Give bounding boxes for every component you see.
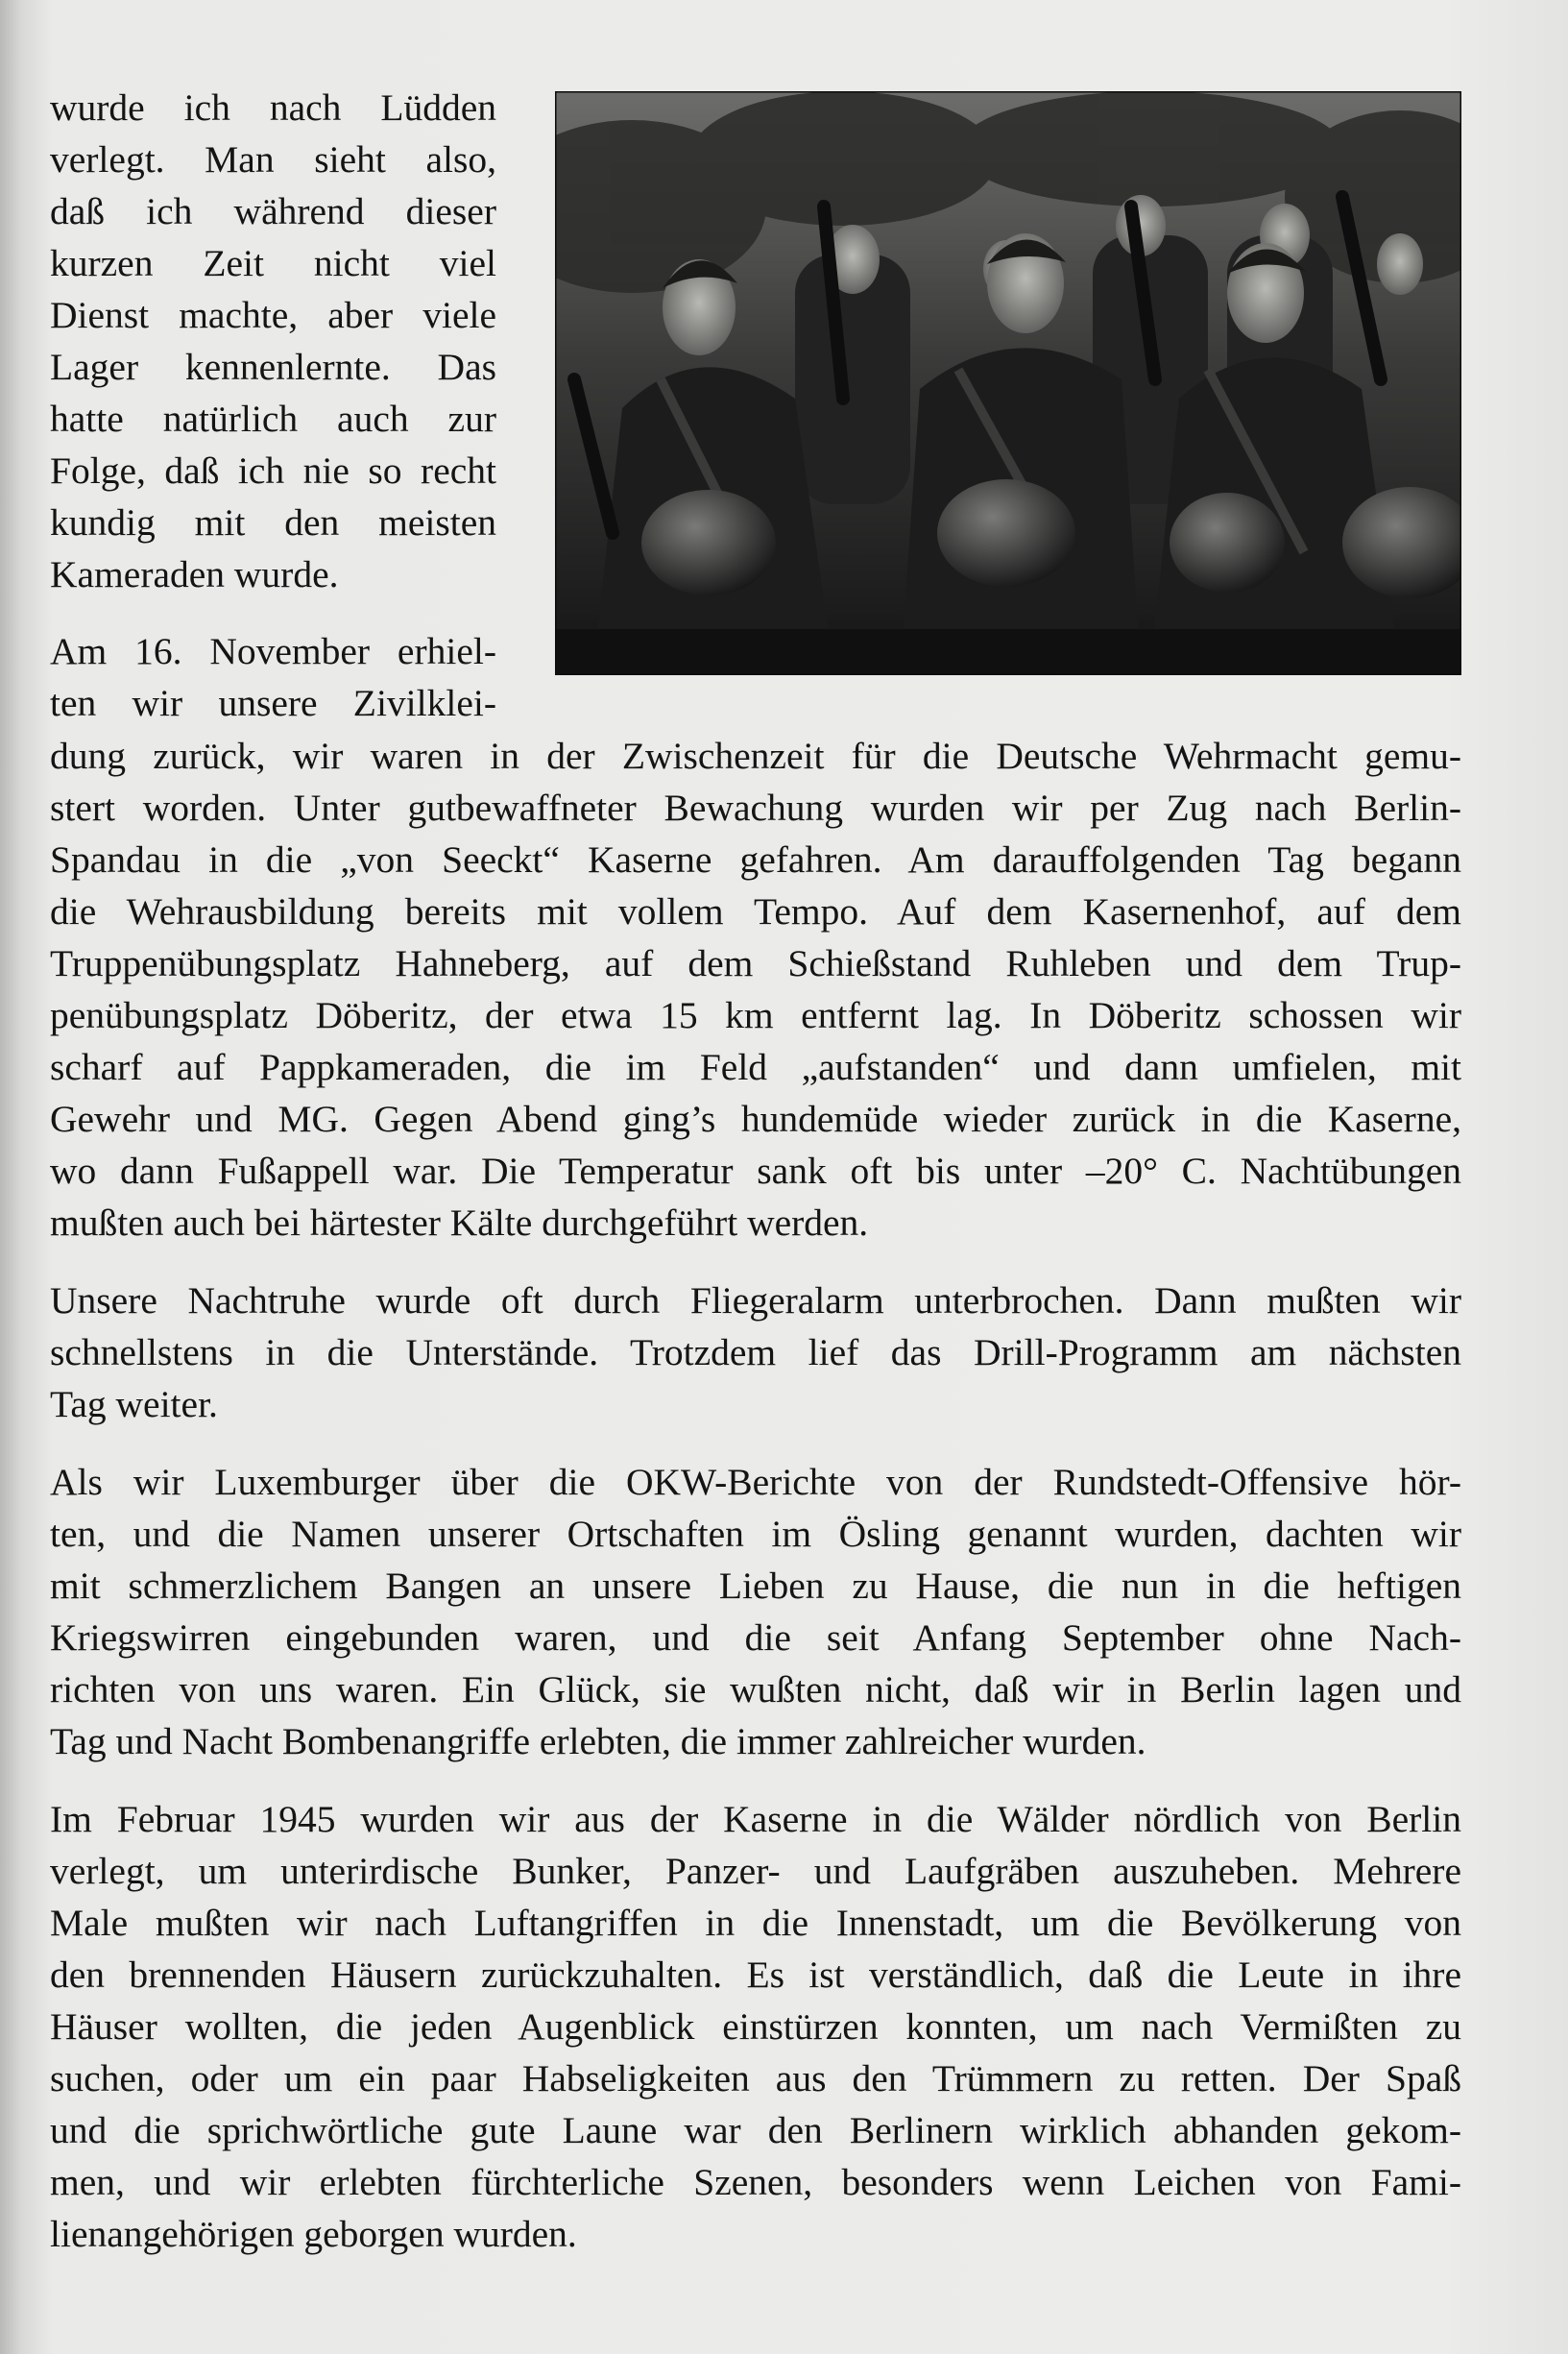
text-line: Im Februar 1945 wurden wir aus der Kaserne in die Wälder nördlich von Berlin bbox=[50, 1798, 1461, 1840]
text-line: Unsere Nachtruhe wurde oft durch Fliegeralarm unterbrochen. Dann mußten wir bbox=[50, 1279, 1461, 1322]
text-line: schnellstens in die Unterstände. Trotzdem lief das Drill-Programm am nächsten bbox=[50, 1331, 1461, 1373]
text-line: Kriegswirren eingebunden waren, und die seit Anfang September ohne Nach- bbox=[50, 1616, 1461, 1659]
text-line: Am 16. November erhiel- bbox=[50, 630, 496, 672]
text-line: Tag weiter. bbox=[50, 1383, 218, 1425]
paragraph-para3 bbox=[50, 1274, 1461, 1430]
text-line: Spandau in die „von Seeckt“ Kaserne gefahren. Am darauffolgenden Tag begann bbox=[50, 838, 1461, 881]
paragraph-para5 bbox=[50, 1793, 1461, 2260]
column-paragraph bbox=[50, 82, 496, 754]
text-line: penübungsplatz Döberitz, der etwa 15 km entfernt lag. In Döberitz schossen wir bbox=[50, 994, 1461, 1036]
text-line: ten wir unsere Zivilklei- bbox=[50, 682, 496, 724]
text-line: wo dann Fußappell war. Die Temperatur sank oft bis unter –20° C. Nachtübungen bbox=[50, 1150, 1461, 1192]
text-line: Tag und Nacht Bombenangriffe erlebten, die immer zahlreicher wurden. bbox=[50, 1720, 1146, 1762]
text-line: richten von uns waren. Ein Glück, sie wußten nicht, daß wir in Berlin lagen und bbox=[50, 1668, 1461, 1711]
text-line: Male mußten wir nach Luftangriffen in die Innenstadt, um die Bevölkerung von bbox=[50, 1902, 1461, 1944]
text-line: Als wir Luxemburger über die OKW-Berichte von der Rundstedt-Offensive hör- bbox=[50, 1461, 1461, 1503]
text-line: ten, und die Namen unserer Ortschaften im Ösling genannt wurden, dachten wir bbox=[50, 1513, 1461, 1555]
text-line: Lager kennenlernte. Das bbox=[50, 346, 496, 388]
text-line: wurde ich nach Lüdden bbox=[50, 86, 496, 129]
paragraph-column-2 bbox=[50, 625, 496, 729]
text-line: kundig mit den meisten bbox=[50, 501, 496, 544]
text-line: mit schmerzlichem Bangen an unsere Lieben zu Hause, die nun in die heftigen bbox=[50, 1565, 1461, 1607]
paragraph-para4 bbox=[50, 1456, 1461, 1767]
text-line: stert worden. Unter gutbewaffneter Bewachung wurden wir per Zug nach Berlin- bbox=[50, 787, 1461, 829]
text-line: hatte natürlich auch zur bbox=[50, 398, 496, 440]
text-line: verlegt. Man sieht also, bbox=[50, 138, 496, 181]
text-line: mußten auch bei härtester Kälte durchgeführt werden. bbox=[50, 1201, 869, 1244]
main-text bbox=[50, 730, 1461, 2286]
text-line: Truppenübungsplatz Hahneberg, auf dem Schießstand Ruhleben und dem Trup- bbox=[50, 942, 1461, 984]
text-line: men, und wir erlebten fürchterliche Szenen, besonders wenn Leichen von Fami- bbox=[50, 2161, 1461, 2203]
text-line: daß ich während dieser bbox=[50, 190, 496, 232]
text-line: Dienst machte, aber viele bbox=[50, 294, 496, 336]
photo-marching-soldiers bbox=[555, 91, 1461, 675]
text-line: verlegt, um unterirdische Bunker, Panzer- und Laufgräben auszuheben. Mehrere bbox=[50, 1850, 1461, 1892]
paragraph-column-1 bbox=[50, 82, 496, 600]
text-line: dung zurück, wir waren in der Zwischenzeit für die Deutsche Wehrmacht gemu- bbox=[50, 735, 1461, 777]
text-line: lienangehörigen geborgen wurden. bbox=[50, 2213, 577, 2255]
text-line: Folge, daß ich nie so recht bbox=[50, 449, 496, 492]
text-line: die Wehrausbildung bereits mit vollem Tempo. Auf dem Kasernenhof, auf dem bbox=[50, 890, 1461, 933]
text-line: Häuser wollten, die jeden Augenblick einstürzen konnten, um nach Vermißten zu bbox=[50, 2005, 1461, 2048]
paragraph-para2_rest bbox=[50, 730, 1461, 1249]
text-line: und die sprichwörtliche gute Laune war den Berlinern wirklich abhanden gekom- bbox=[50, 2109, 1461, 2151]
text-line: suchen, oder um ein paar Habseligkeiten aus den Trümmern zu retten. Der Spaß bbox=[50, 2057, 1461, 2099]
text-line: Gewehr und MG. Gegen Abend ging’s hundemüde wieder zurück in die Kaserne, bbox=[50, 1098, 1461, 1140]
text-line: scharf auf Pappkameraden, die im Feld „aufstanden“ und dann umfielen, mit bbox=[50, 1046, 1461, 1088]
text-line: kurzen Zeit nicht viel bbox=[50, 242, 496, 284]
text-line: Kameraden wurde. bbox=[50, 553, 339, 595]
text-line: den brennenden Häusern zurückzuhalten. Es ist verständlich, daß die Leute in ihre bbox=[50, 1954, 1461, 1996]
